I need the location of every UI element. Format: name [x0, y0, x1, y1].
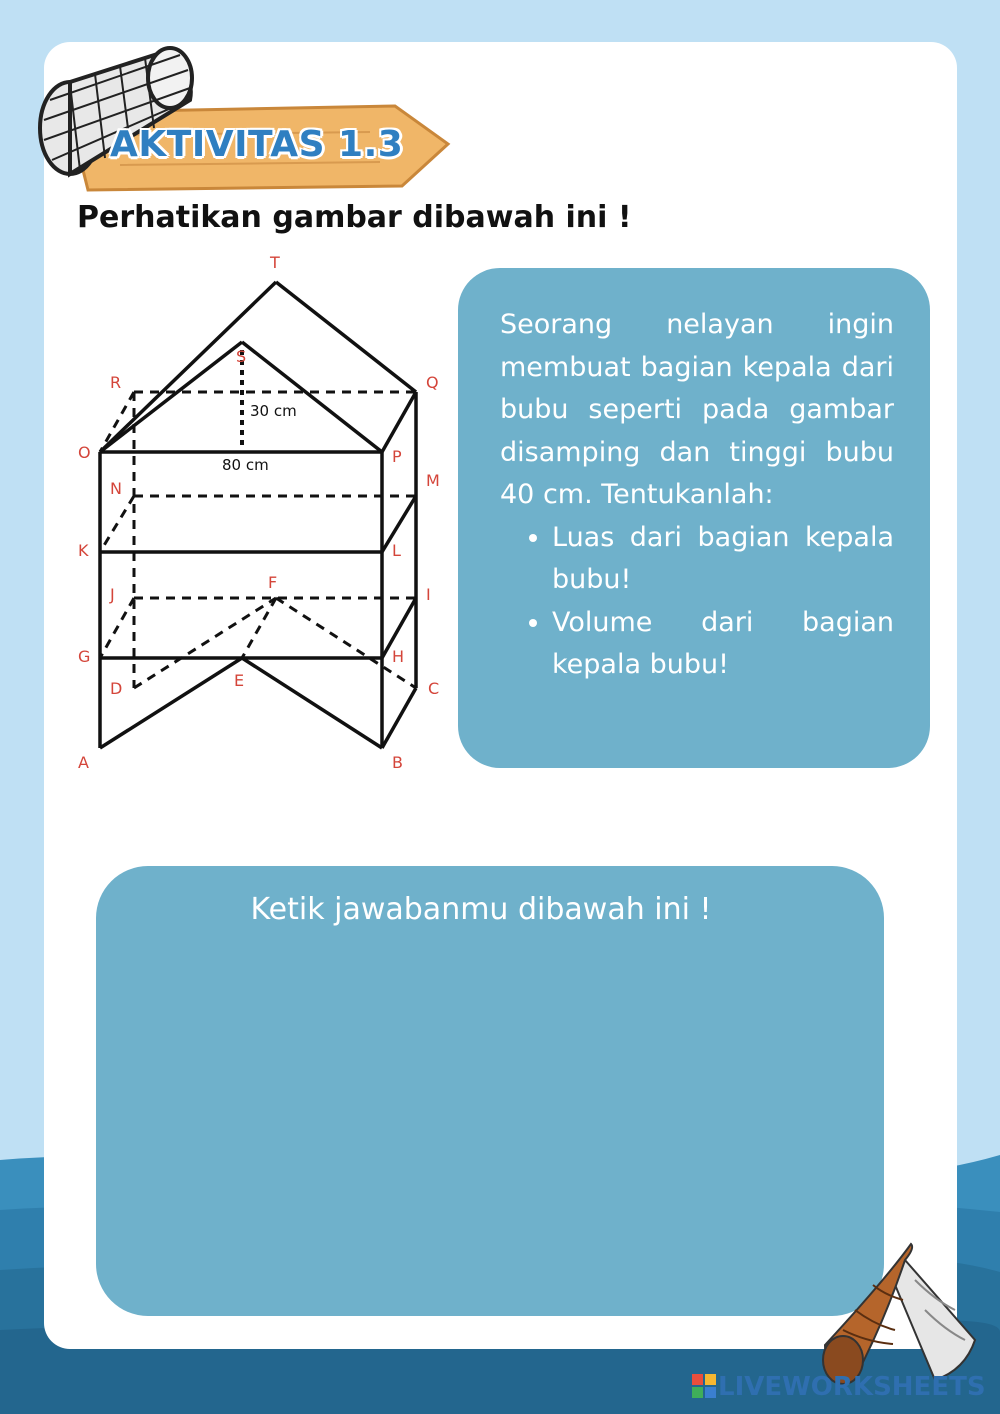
vertex-label: T [270, 253, 280, 272]
vertex-label: D [110, 679, 123, 698]
vertex-label: R [110, 373, 122, 392]
question-item-volume: • Volume dari bagian kepala bubu! [552, 602, 894, 687]
answer-input[interactable] [126, 946, 858, 1290]
brand-name: LIVEWORKSHEETS [718, 1372, 986, 1402]
vertex-label: L [392, 541, 401, 560]
vertex-label: A [78, 753, 89, 772]
vertex-label: I [426, 585, 431, 604]
vertex-label: S [236, 347, 247, 366]
vertex-label: M [426, 471, 440, 490]
answer-panel [96, 866, 884, 1316]
vertex-label: B [392, 753, 403, 772]
height-dimension: 30 cm [250, 402, 297, 420]
prism-figure [70, 250, 460, 780]
basket-trap-icon [815, 1240, 985, 1390]
figure-hidden-edges [100, 350, 416, 688]
vertex-label: O [78, 443, 91, 462]
title-banner [30, 40, 460, 200]
vertex-label: C [428, 679, 440, 698]
brand-logo-icon [692, 1374, 716, 1398]
answer-label: Ketik jawabanmu dibawah ini ! [250, 892, 712, 927]
activity-title: AKTIVITAS 1.3 [110, 124, 404, 165]
vertex-label: Q [426, 373, 439, 392]
vertex-label: F [268, 573, 278, 592]
width-dimension: 80 cm [222, 456, 269, 474]
vertex-labels [78, 253, 440, 772]
vertex-label: K [78, 541, 89, 560]
question-item-area: • Luas dari bagian kepala bubu! [552, 517, 894, 602]
vertex-label: P [392, 447, 402, 466]
question-list [500, 517, 894, 687]
vertex-label: N [110, 479, 122, 498]
vertex-label: H [392, 647, 405, 666]
question-panel [458, 268, 930, 768]
vertex-label: E [234, 671, 245, 690]
question-text: Seorang nelayan ingin membuat bagian kepala dari bubu seperti pada gambar disamping dan tinggi bubu 40 cm. Tentukanlah: [500, 309, 894, 510]
vertex-label: J [110, 585, 115, 604]
brand-watermark [692, 1372, 986, 1402]
vertex-label: G [78, 647, 91, 666]
dimension-labels [222, 402, 297, 474]
instruction-text: Perhatikan gambar dibawah ini ! [77, 200, 632, 235]
